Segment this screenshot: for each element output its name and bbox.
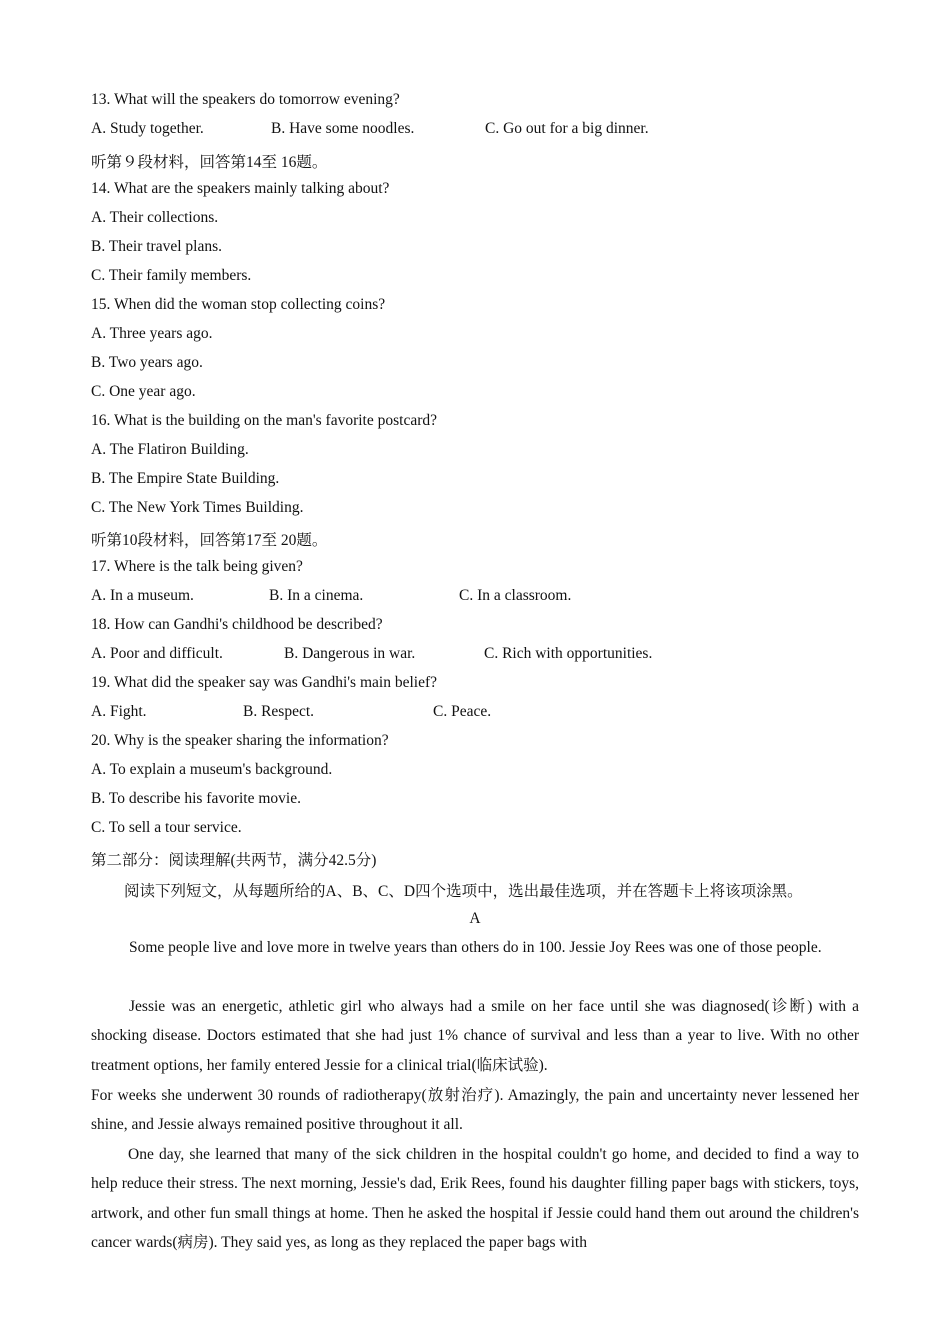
q18-option-a: A. Poor and difficult. [91,645,223,662]
q17-option-c: C. In a classroom. [459,587,572,604]
q19-option-a: A. Fight. [91,703,147,720]
question-16: 16. What is the building on the man's favorite postcard? [91,412,438,429]
q17-option-a: A. In a museum. [91,587,194,604]
q16-option-c: C. The New York Times Building. [91,499,304,516]
q20-option-a: A. To explain a museum's background. [91,761,333,778]
section-9-instruction: 听第９段材料，回答第14至 16题。 [91,154,328,171]
passage-paragraph: One day, she learned that many of the sick children in the hospital couldn't go home, and decided to find a way to help reduce their stress. The next morning, Jessie's dad, Erik Rees, found his daughter filling paper bags with stickers, toys, artwork, and other fun small things at home. Then he asked the hospital if Jessie could hand them out around the children's cancer wards(病房). They said yes, as long as they replaced the paper bags with [91,1146,859,1251]
part-two-title: 第二部分：阅读理解(共两节，满分42.5分) [91,852,377,869]
q17-option-b: B. In a cinema. [269,587,364,604]
question-17: 17. Where is the talk being given? [91,558,303,575]
q19-option-b: B. Respect. [243,703,315,720]
question-18: 18. How can Gandhi's childhood be described? [91,616,383,633]
q15-option-c: C. One year ago. [91,383,196,400]
q13-option-a: A. Study together. [91,120,204,137]
q19-option-c: C. Peace. [433,703,492,720]
question-15: 15. When did the woman stop collecting coins? [91,296,386,313]
passage-paragraph: For weeks she underwent 30 rounds of radiotherapy(放射治疗). Amazingly, the pain and uncertainty never lessened her shine, and Jessie always remained positive throughout it all. [91,1087,859,1134]
passage-paragraph: Jessie was an energetic, athletic girl who always had a smile on her face until she was diagnosed(诊断) with a shocking disease. Doctors estimated that she had just 1% chance of survival and less than a year to live. With no other treatment options, her family entered Jessie for a clinical trial(临床试验). [91,998,859,1074]
question-13: 13. What will the speakers do tomorrow evening? [91,91,400,108]
q18-option-c: C. Rich with opportunities. [484,645,653,662]
q14-option-c: C. Their family members. [91,267,252,284]
question-20: 20. Why is the speaker sharing the information? [91,732,389,749]
q13-option-c: C. Go out for a big dinner. [485,120,649,137]
q15-option-a: A. Three years ago. [91,325,213,342]
q16-option-b: B. The Empire State Building. [91,470,280,487]
reading-instructions: 阅读下列短文，从每题所给的A、B、C、D四个选项中，选出最佳选项，并在答题卡上将该项涂黑。 [124,883,803,900]
q13-option-b: B. Have some noodles. [271,120,415,137]
passage-paragraph: Some people live and love more in twelve years than others do in 100. Jessie Joy Rees was one of those people. [129,939,822,956]
q16-option-a: A. The Flatiron Building. [91,441,249,458]
q14-option-b: B. Their travel plans. [91,238,223,255]
passage-label: A [469,910,481,927]
q15-option-b: B. Two years ago. [91,354,203,371]
q14-option-a: A. Their collections. [91,209,219,226]
q20-option-b: B. To describe his favorite movie. [91,790,301,807]
question-19: 19. What did the speaker say was Gandhi's main belief? [91,674,437,691]
q20-option-c: C. To sell a tour service. [91,819,242,836]
question-14: 14. What are the speakers mainly talking about? [91,180,390,197]
q18-option-b: B. Dangerous in war. [284,645,416,662]
section-10-instruction: 听第10段材料，回答第17至 20题。 [91,532,328,549]
